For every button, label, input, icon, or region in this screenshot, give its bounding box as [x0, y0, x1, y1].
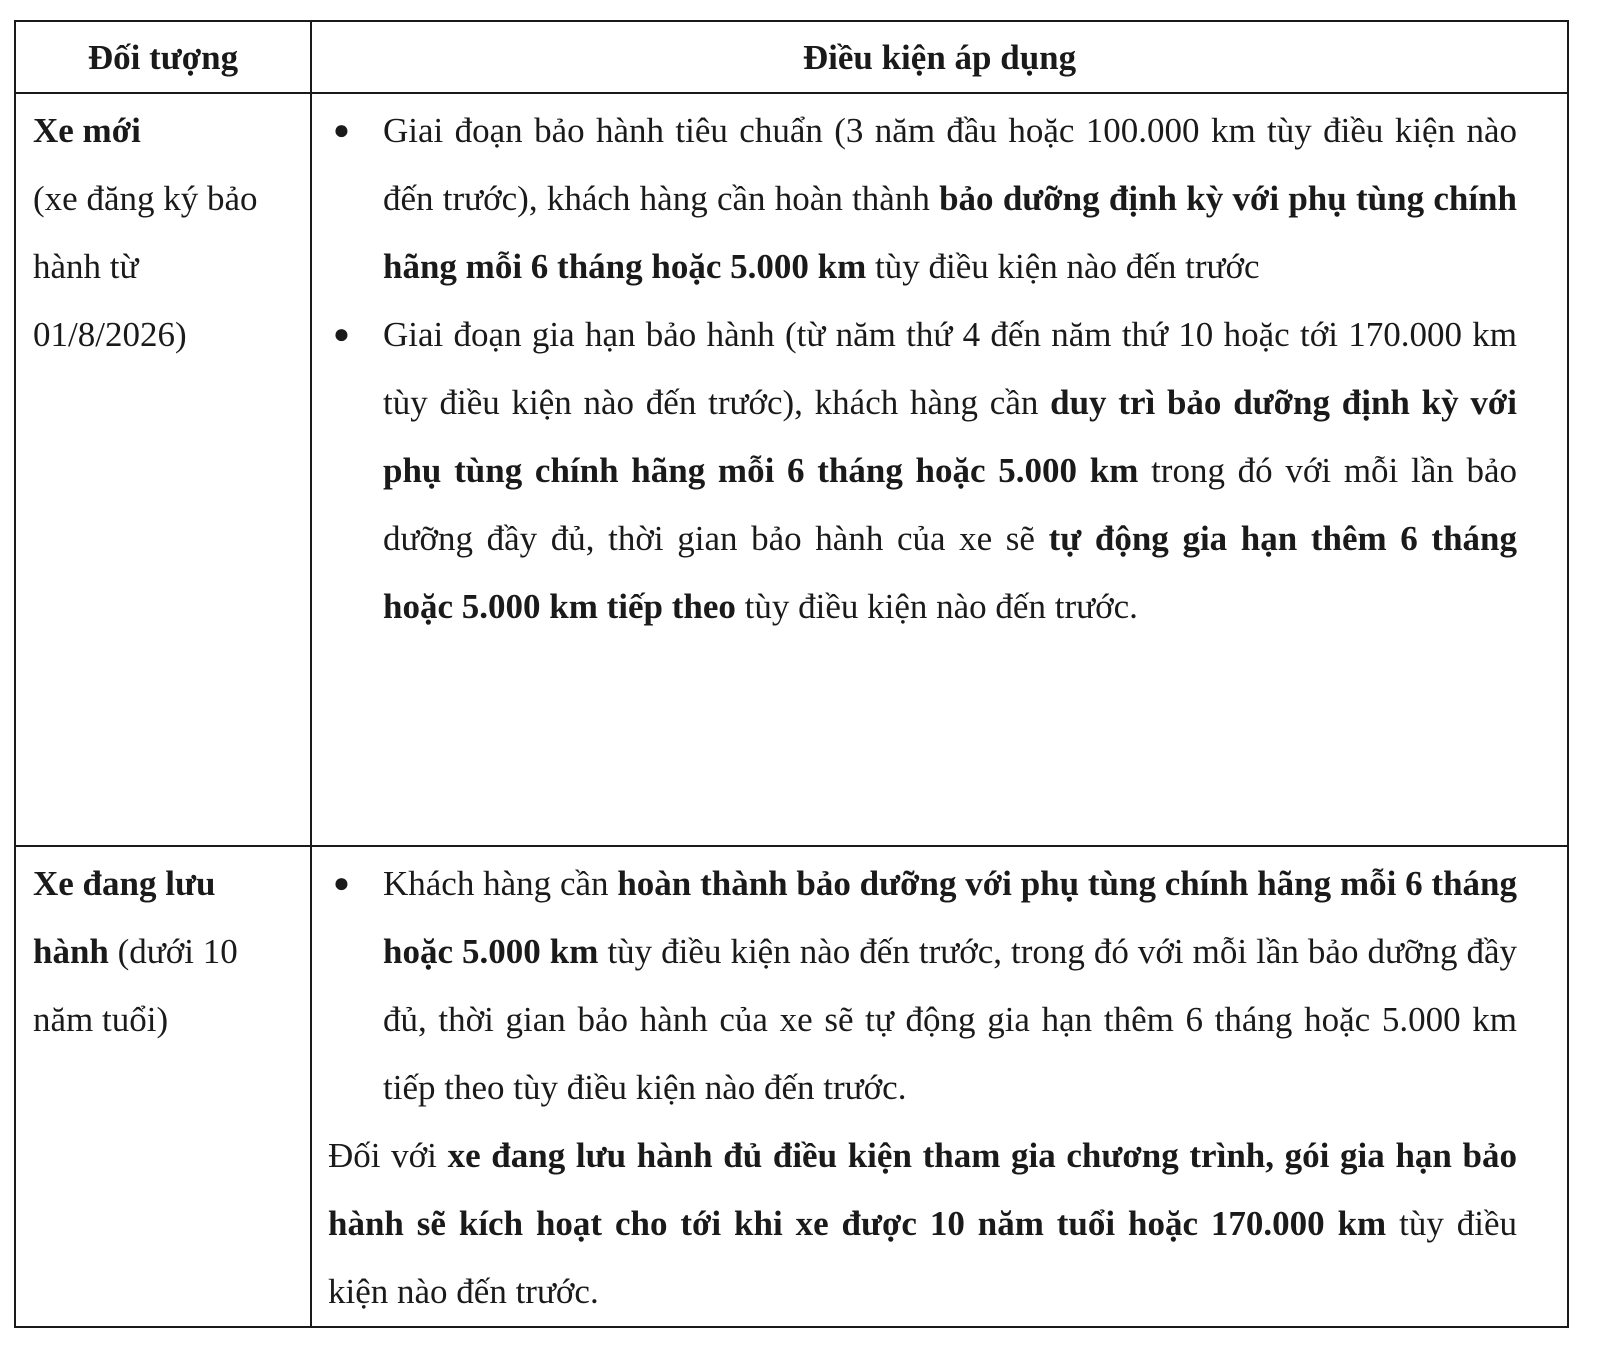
note-bold-text: xe đang lưu hành đủ điều kiện tham gia chương trình, gói gia hạn bảo hành sẽ kích hoạt cho tới khi xe được 10 năm tuổi hoặc 170.000 km: [328, 1136, 1517, 1243]
item-text: trong đó với mỗi lần bảo dưỡng đầy đủ, thời gian bảo hành của xe sẽ: [383, 451, 1518, 558]
bullet-icon: ●: [333, 868, 350, 899]
subject-cell: [15, 846, 311, 1327]
list-item: [328, 97, 1517, 301]
item-bold-text: tự động gia hạn thêm 6 tháng hoặc 5.000 km tiếp theo: [383, 519, 1518, 626]
note-paragraph: [328, 1122, 1517, 1326]
header-subject: Đối tượng: [15, 21, 311, 93]
item-bold-text: bảo dưỡng định kỳ với phụ tùng chính hãng mỗi 6 tháng hoặc 5.000 km: [383, 179, 1517, 286]
bullet-icon: ●: [333, 115, 350, 146]
item-text: tùy điều kiện nào đến trước, trong đó với mỗi lần bảo dưỡng đầy đủ, thời gian bảo hành của xe sẽ tự động gia hạn thêm 6 tháng hoặc 5.000 km tiếp theo tùy điều kiện nào đến trước.: [383, 932, 1518, 1107]
subject-detail: (xe đăng ký bảo hành từ 01/8/2026): [33, 179, 258, 354]
header-conditions: Điều kiện áp dụng: [311, 21, 1568, 93]
warranty-conditions-table: [14, 20, 1569, 1328]
list-item: [328, 301, 1517, 641]
table-row-new-vehicle: [15, 93, 1568, 846]
subject-title: Xe mới: [33, 111, 141, 150]
conditions-cell: [311, 93, 1568, 846]
note-text: tùy điều kiện nào đến trước.: [328, 1204, 1517, 1311]
subject-title: Xe đang lưu hành: [33, 864, 216, 971]
conditions-cell: [311, 846, 1568, 1327]
table-row-existing-vehicle: [15, 846, 1568, 1327]
subject-cell: [15, 93, 311, 846]
item-bold-text: hoàn thành bảo dưỡng với phụ tùng chính hãng mỗi 6 tháng hoặc 5.000 km: [383, 864, 1517, 971]
item-bold-text: duy trì bảo dưỡng định kỳ với phụ tùng chính hãng mỗi 6 tháng hoặc 5.000 km: [383, 383, 1517, 490]
item-text: Khách hàng cần: [383, 864, 618, 903]
item-text: tùy điều kiện nào đến trước: [866, 247, 1260, 286]
bullet-icon: ●: [333, 319, 350, 350]
item-text: Giai đoạn gia hạn bảo hành (từ năm thứ 4 đến năm thứ 10 hoặc tới 170.000 km tùy điều kiện nào đến trước), khách hàng cần: [383, 315, 1517, 422]
list-item: [328, 850, 1517, 1122]
header-row: [15, 21, 1568, 93]
subject-detail: (dưới 10 năm tuổi): [33, 932, 238, 1039]
note-text: Đối với: [328, 1136, 448, 1175]
item-text: Giai đoạn bảo hành tiêu chuẩn (3 năm đầu hoặc 100.000 km tùy điều kiện nào đến trước), khách hàng cần hoàn thành: [383, 111, 1517, 218]
item-text: tùy điều kiện nào đến trước.: [735, 587, 1138, 626]
